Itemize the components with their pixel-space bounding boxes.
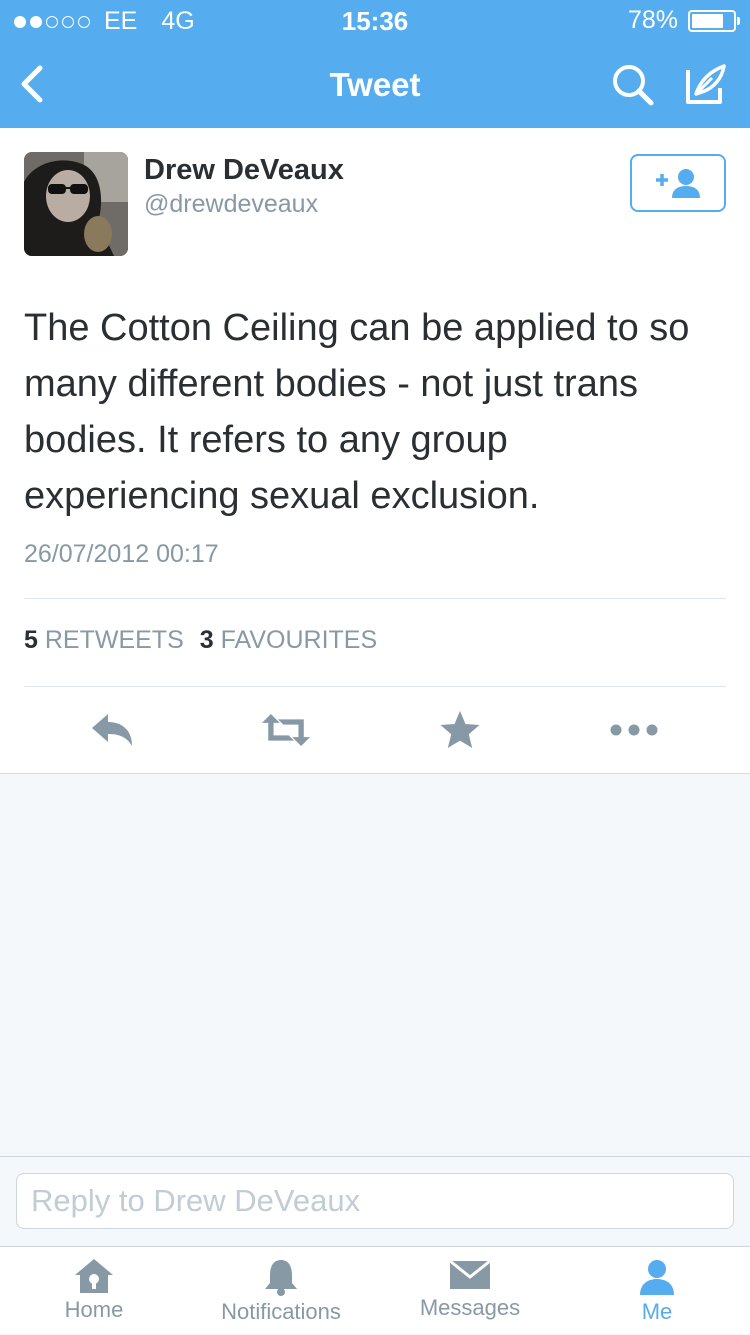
divider [24, 598, 726, 599]
author-name[interactable]: Drew DeVeaux [144, 154, 344, 186]
battery-fill [692, 14, 723, 28]
retweets-stat[interactable] [24, 626, 184, 655]
tweet-stats [24, 626, 377, 655]
tab-notifications-label: Notifications [221, 1299, 341, 1324]
avatar[interactable] [24, 152, 128, 256]
add-user-icon [652, 166, 704, 200]
favourites-stat[interactable] [200, 626, 377, 655]
reply-bar [0, 1156, 750, 1246]
tweet-detail [0, 128, 750, 774]
reply-input[interactable] [16, 1173, 734, 1229]
tab-home[interactable] [44, 1247, 144, 1335]
header [0, 0, 750, 128]
tab-me[interactable] [612, 1247, 702, 1335]
search-button[interactable] [610, 62, 656, 108]
tab-messages[interactable] [408, 1247, 532, 1335]
author-handle[interactable]: @drewdeveaux [144, 190, 319, 218]
search-icon [610, 62, 656, 108]
tab-home-label: Home [64, 1297, 124, 1322]
retweets-count: 5 [24, 626, 38, 654]
tab-notifications[interactable] [206, 1247, 356, 1335]
envelope-icon [448, 1257, 492, 1293]
more-button[interactable] [610, 708, 658, 752]
status-right [628, 6, 736, 35]
follow-button[interactable] [630, 154, 726, 212]
divider [24, 686, 726, 687]
battery-icon [688, 10, 736, 32]
network-type: 4G [161, 7, 195, 35]
battery-percent: 78% [627, 6, 678, 34]
status-time: 15:36 [341, 6, 409, 36]
retweet-button[interactable] [262, 708, 310, 752]
favourite-star-icon [439, 710, 481, 750]
retweets-label: RETWEETS [44, 626, 184, 654]
tweet-actions [0, 700, 750, 760]
person-icon [637, 1257, 677, 1297]
favourite-button[interactable] [436, 708, 484, 752]
status-bar [0, 0, 750, 40]
compose-button[interactable] [682, 60, 730, 108]
tab-bar [0, 1246, 750, 1334]
nav-bar [0, 40, 750, 128]
avatar-photo-icon [24, 152, 128, 256]
home-icon [73, 1257, 115, 1295]
tweet-timestamp: 26/07/2012 00:17 [24, 540, 219, 568]
tab-me-label: Me [641, 1299, 673, 1324]
page-title: Tweet [329, 66, 421, 103]
bell-icon [261, 1257, 301, 1297]
reply-button[interactable] [88, 708, 136, 752]
retweet-icon [262, 710, 310, 750]
favourites-count: 3 [199, 626, 214, 654]
more-icon [610, 723, 658, 737]
carrier-name: EE [104, 7, 138, 35]
reply-icon [88, 710, 136, 750]
favourites-label: FAVOURITES [220, 626, 378, 654]
compose-icon [682, 60, 730, 108]
tab-messages-label: Messages [419, 1295, 521, 1320]
tweet-text: The Cotton Ceiling can be applied to so many different bodies - not just trans bodies. It refers to any group experiencing sexual exclusion. [24, 307, 690, 517]
